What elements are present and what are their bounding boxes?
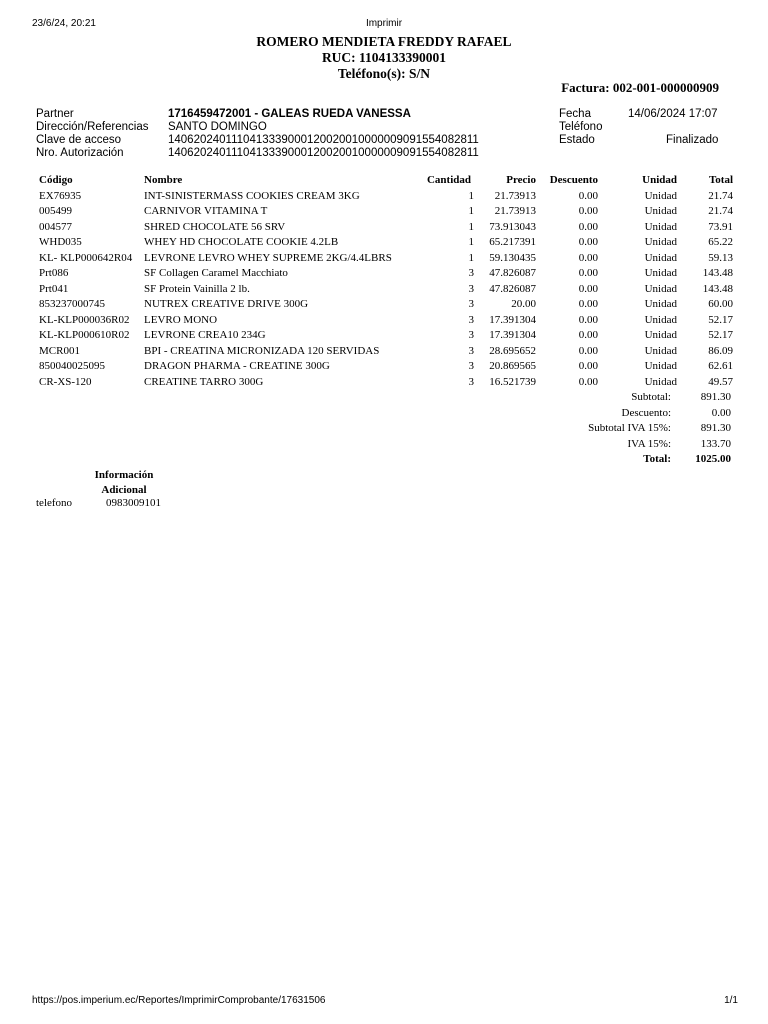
print-datetime: 23/6/24, 20:21: [32, 18, 96, 29]
totals-value: 133.70: [700, 437, 731, 450]
invoice-number: Factura: 002-001-000000909: [561, 80, 719, 95]
authorization-label: Nro. Autorización: [36, 147, 124, 159]
cell-name: SF Collagen Caramel Macchiato: [144, 267, 288, 280]
cell-price: 17.391304: [489, 329, 536, 342]
col-header-discount: Descuento: [549, 174, 598, 186]
date-value: 14/06/2024 17:07: [628, 108, 718, 120]
cell-discount: 0.00: [578, 298, 598, 311]
cell-price: 47.826087: [489, 267, 536, 280]
cell-name: LEVRONE LEVRO WHEY SUPREME 2KG/4.4LBRS: [144, 251, 392, 264]
authorization-value: 1406202401110413339000120020010000009091554082811: [168, 147, 479, 159]
table-row: [36, 235, 736, 251]
table-row: [36, 281, 736, 297]
cell-name: CREATINE TARRO 300G: [144, 375, 264, 388]
issuer-phone: Teléfono(s): S/N: [337, 66, 431, 81]
cell-unit: Unidad: [644, 375, 677, 388]
table-row: [36, 359, 736, 375]
cell-quantity: 3: [468, 267, 474, 280]
col-header-name: Nombre: [144, 174, 183, 186]
cell-code: 853237000745: [39, 298, 105, 311]
table-row: [36, 250, 736, 266]
cell-total: 52.17: [708, 329, 733, 342]
phone-label: Teléfono: [559, 121, 603, 133]
totals-value: 891.30: [700, 422, 731, 435]
totals-label: IVA 15%:: [627, 437, 671, 450]
cell-price: 59.130435: [489, 251, 536, 264]
cell-total: 21.74: [708, 205, 733, 218]
cell-price: 73.913043: [489, 220, 536, 233]
address-value: SANTO DOMINGO: [168, 121, 267, 133]
table-row: [36, 204, 736, 220]
cell-code: 005499: [39, 205, 72, 218]
additional-info-key: telefono: [36, 497, 73, 509]
cell-quantity: 3: [468, 329, 474, 342]
cell-name: DRAGON PHARMA - CREATINE 300G: [144, 360, 330, 373]
cell-quantity: 1: [468, 205, 474, 218]
cell-total: 52.17: [708, 313, 733, 326]
cell-unit: Unidad: [644, 298, 677, 311]
cell-name: CARNIVOR VITAMINA T: [144, 205, 268, 218]
cell-quantity: 1: [468, 220, 474, 233]
col-header-total: Total: [708, 174, 733, 186]
address-label: Dirección/Referencias: [36, 121, 149, 133]
table-header-row: [36, 172, 736, 188]
status-value: Finalizado: [666, 134, 719, 146]
cell-code: EX76935: [39, 189, 82, 202]
cell-discount: 0.00: [578, 189, 598, 202]
totals-label: Subtotal IVA 15%:: [588, 422, 671, 435]
cell-total: 21.74: [708, 189, 733, 202]
totals-label: Subtotal:: [631, 391, 671, 403]
cell-code: Prt041: [39, 282, 69, 295]
cell-discount: 0.00: [578, 282, 598, 295]
cell-name: NUTREX CREATIVE DRIVE 300G: [144, 298, 309, 311]
cell-name: BPI - CREATINA MICRONIZADA 120 SERVIDAS: [144, 344, 380, 357]
print-page-title: Imprimir: [365, 18, 403, 29]
cell-unit: Unidad: [644, 189, 677, 202]
table-row: [36, 188, 736, 204]
col-header-unit: Unidad: [642, 174, 677, 186]
cell-code: 004577: [39, 220, 72, 233]
cell-price: 16.521739: [489, 375, 536, 388]
table-row: [36, 374, 736, 390]
table-row: [36, 312, 736, 328]
issuer-ruc: RUC: 1104133390001: [321, 50, 447, 65]
totals-label: Total:: [643, 453, 671, 466]
col-header-quantity: Cantidad: [426, 174, 472, 186]
table-row: [36, 328, 736, 344]
cell-discount: 0.00: [578, 375, 598, 388]
cell-unit: Unidad: [644, 329, 677, 342]
cell-name: SHRED CHOCOLATE 56 SRV: [144, 220, 286, 233]
cell-total: 143.48: [702, 282, 733, 295]
table-row: [36, 219, 736, 235]
additional-info-title: Información Adicional: [94, 469, 154, 496]
cell-code: MCR001: [39, 344, 80, 357]
cell-total: 59.13: [708, 251, 733, 264]
access-key-label: Clave de acceso: [36, 134, 122, 146]
cell-discount: 0.00: [578, 344, 598, 357]
cell-code: KL-KLP000036R02: [39, 313, 130, 326]
cell-price: 21.73913: [494, 205, 536, 218]
cell-price: 65.217391: [489, 236, 536, 249]
cell-price: 20.00: [511, 298, 536, 311]
cell-quantity: 1: [468, 236, 474, 249]
cell-unit: Unidad: [644, 220, 677, 233]
totals-label: Descuento:: [621, 406, 671, 419]
cell-unit: Unidad: [644, 251, 677, 264]
cell-name: WHEY HD CHOCOLATE COOKIE 4.2LB: [144, 236, 339, 249]
cell-price: 47.826087: [489, 282, 536, 295]
cell-price: 21.73913: [494, 189, 536, 202]
status-label: Estado: [559, 134, 595, 146]
cell-quantity: 3: [468, 375, 474, 388]
cell-discount: 0.00: [578, 329, 598, 342]
col-header-price: Precio: [506, 174, 536, 186]
cell-unit: Unidad: [644, 267, 677, 280]
cell-total: 65.22: [708, 236, 733, 249]
totals-value: 891.30: [700, 391, 731, 403]
cell-discount: 0.00: [578, 267, 598, 280]
cell-unit: Unidad: [644, 344, 677, 357]
table-row: [36, 266, 736, 282]
partner-label: Partner: [36, 108, 74, 120]
date-label: Fecha: [559, 108, 591, 120]
cell-total: 62.61: [708, 360, 733, 373]
cell-name: SF Protein Vainilla 2 lb.: [144, 282, 250, 295]
cell-price: 20.869565: [489, 360, 536, 373]
cell-unit: Unidad: [644, 313, 677, 326]
cell-code: KL-KLP000610R02: [39, 329, 130, 342]
page-count: 1/1: [724, 995, 738, 1006]
cell-code: Prt086: [39, 267, 69, 280]
cell-discount: 0.00: [578, 236, 598, 249]
totals-value: 1025.00: [695, 453, 731, 466]
cell-quantity: 3: [468, 360, 474, 373]
cell-discount: 0.00: [578, 360, 598, 373]
additional-info-value: 0983009101: [106, 497, 161, 509]
items-table: [36, 172, 736, 390]
cell-code: CR-XS-120: [39, 375, 92, 388]
cell-unit: Unidad: [644, 236, 677, 249]
cell-quantity: 1: [468, 251, 474, 264]
col-header-code: Código: [39, 174, 73, 186]
cell-code: 850040025095: [39, 360, 105, 373]
cell-name: INT-SINISTERMASS COOKIES CREAM 3KG: [144, 189, 360, 202]
cell-quantity: 3: [468, 298, 474, 311]
cell-quantity: 3: [468, 282, 474, 295]
cell-price: 17.391304: [489, 313, 536, 326]
cell-discount: 0.00: [578, 313, 598, 326]
cell-total: 143.48: [702, 267, 733, 280]
table-row: [36, 297, 736, 313]
totals-value: 0.00: [711, 406, 731, 419]
cell-name: LEVRONE CREA10 234G: [144, 329, 266, 342]
cell-quantity: 3: [468, 313, 474, 326]
cell-unit: Unidad: [644, 205, 677, 218]
cell-total: 73.91: [708, 220, 733, 233]
cell-discount: 0.00: [578, 205, 598, 218]
cell-total: 86.09: [708, 344, 733, 357]
cell-name: LEVRO MONO: [144, 313, 218, 326]
cell-quantity: 3: [468, 344, 474, 357]
cell-quantity: 1: [468, 189, 474, 202]
cell-total: 60.00: [708, 298, 733, 311]
cell-code: WHD035: [39, 236, 82, 249]
partner-value: 1716459472001 - GALEAS RUEDA VANESSA: [168, 108, 411, 120]
table-row: [36, 343, 736, 359]
cell-code: KL- KLP000642R04: [39, 251, 133, 264]
issuer-name: ROMERO MENDIETA FREDDY RAFAEL: [256, 34, 512, 49]
access-key-value: 1406202401110413339000120020010000009091554082811: [168, 134, 479, 146]
cell-discount: 0.00: [578, 220, 598, 233]
cell-discount: 0.00: [578, 251, 598, 264]
cell-unit: Unidad: [644, 360, 677, 373]
cell-unit: Unidad: [644, 282, 677, 295]
print-url: https://pos.imperium.ec/Reportes/ImprimirComprobante/17631506: [32, 995, 326, 1006]
cell-price: 28.695652: [489, 344, 536, 357]
cell-total: 49.57: [708, 375, 733, 388]
